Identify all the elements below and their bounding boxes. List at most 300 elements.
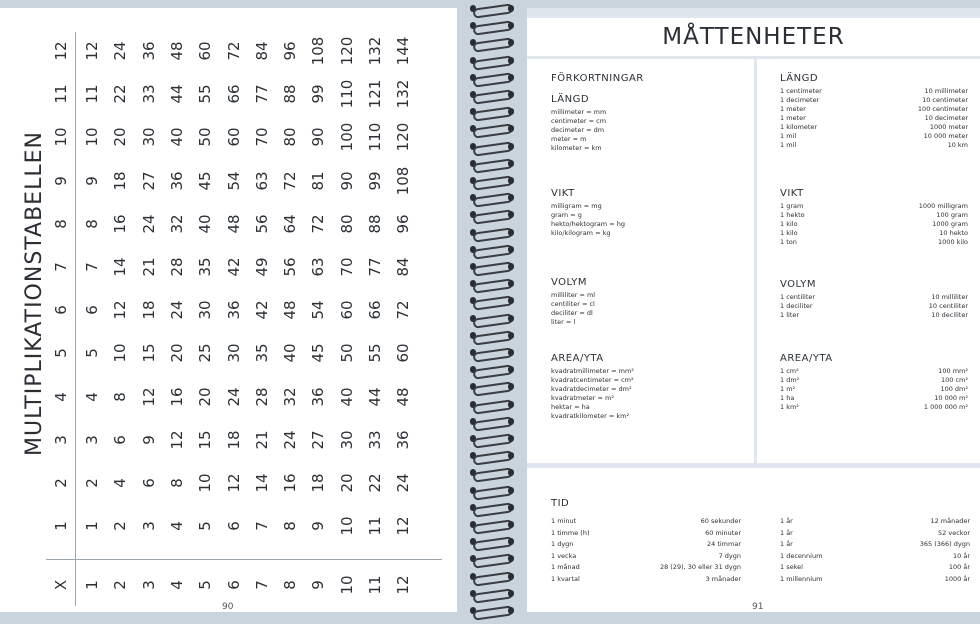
time-value: 24 timmar xyxy=(706,540,741,548)
binding-hole xyxy=(508,538,514,545)
spiral-coil xyxy=(470,36,514,50)
time-row xyxy=(780,539,970,551)
table-cell: 77 xyxy=(252,84,271,104)
table-cell: 22 xyxy=(111,84,130,104)
binding-hole xyxy=(508,108,514,115)
table-row-index: 5 xyxy=(196,580,215,590)
table-cell: 48 xyxy=(224,214,243,234)
spiral-coil xyxy=(470,501,514,515)
time-row xyxy=(780,562,970,574)
time-value: 12 månader xyxy=(930,517,970,525)
binding-hole xyxy=(508,366,514,373)
time-row xyxy=(780,528,970,540)
conversion-row xyxy=(780,367,968,376)
conversion-value: 1000 gram xyxy=(932,220,968,228)
abbreviation-list xyxy=(551,108,741,153)
table-cell: 18 xyxy=(309,473,328,493)
time-value: 60 sekunder xyxy=(700,517,741,525)
binding-hole xyxy=(508,57,514,64)
spiral-coil xyxy=(470,19,514,33)
table-row-index: 12 xyxy=(394,575,413,595)
coil-wire xyxy=(472,502,513,517)
table-cell: 120 xyxy=(337,36,356,66)
table-cell: 30 xyxy=(337,430,356,450)
table-row-index: 6 xyxy=(224,580,243,590)
binding-hole xyxy=(508,418,514,425)
binding-hole xyxy=(508,504,514,511)
table-cell: 72 xyxy=(309,214,328,234)
table-divider-horizontal xyxy=(46,559,442,560)
table-cell: 66 xyxy=(366,300,384,320)
table-cell: 2 xyxy=(83,478,101,488)
table-header-cell: 9 xyxy=(52,175,70,186)
table-cell: 20 xyxy=(167,343,186,363)
binding-hole xyxy=(508,435,514,442)
time-unit: 1 vecka xyxy=(551,551,577,560)
table-header-cell: 3 xyxy=(52,435,70,445)
binding-hole xyxy=(508,5,514,12)
table-cell: 12 xyxy=(111,300,130,320)
right-page xyxy=(527,8,980,612)
conversion-unit: 1 dm² xyxy=(780,376,800,384)
table-cell: 18 xyxy=(224,430,243,450)
abbreviation-line: meter = m xyxy=(551,135,587,143)
table-cell: 7 xyxy=(252,521,271,531)
table-header-cell: 10 xyxy=(52,127,70,147)
table-cell: 16 xyxy=(111,214,130,234)
conversion-section-heading: VOLYM xyxy=(780,279,817,290)
coil-wire xyxy=(472,141,513,156)
page-number-right: 91 xyxy=(752,602,764,612)
spiral-coil xyxy=(470,54,514,68)
coil-wire xyxy=(472,588,513,603)
coil-wire xyxy=(472,158,513,173)
table-cell: 56 xyxy=(252,214,271,234)
table-cell: 132 xyxy=(394,79,413,109)
spiral-coil xyxy=(470,535,514,549)
table-row-index: 11 xyxy=(366,575,384,595)
abbreviation-line: milligram = mg xyxy=(551,202,602,210)
time-row xyxy=(780,574,970,586)
table-row-index: 7 xyxy=(252,580,271,590)
time-heading: TID xyxy=(551,498,570,509)
binding-hole xyxy=(508,590,514,597)
binding-hole xyxy=(508,469,514,476)
table-header-cell: 12 xyxy=(52,41,70,61)
conversion-row xyxy=(780,132,968,141)
table-cell: 2 xyxy=(111,521,130,531)
table-cell: 35 xyxy=(252,343,271,363)
table-cell: 70 xyxy=(252,127,271,147)
table-cell: 70 xyxy=(337,257,356,277)
conversion-value: 10 000 m² xyxy=(934,394,968,402)
coil-wire xyxy=(472,55,513,70)
table-header-cell: 11 xyxy=(52,84,70,104)
table-cell: 6 xyxy=(139,478,158,488)
table-cell: 6 xyxy=(224,521,243,531)
conversion-row xyxy=(780,376,968,385)
coil-wire xyxy=(472,3,513,18)
coil-wire xyxy=(472,347,513,362)
table-cell: 16 xyxy=(281,473,300,493)
time-row xyxy=(551,516,741,528)
conversion-row xyxy=(780,211,968,220)
table-header-cell: 4 xyxy=(52,391,70,402)
table-cell: 20 xyxy=(196,387,215,407)
table-cell: 12 xyxy=(224,473,243,493)
time-value: 100 år xyxy=(948,563,970,571)
binding-hole xyxy=(508,383,514,390)
binding-hole xyxy=(508,487,514,494)
binding-hole xyxy=(508,39,514,46)
conversion-unit: 1 centimeter xyxy=(780,87,822,95)
time-unit: 1 millennium xyxy=(780,574,823,583)
conversion-row xyxy=(780,385,968,394)
table-cell: 81 xyxy=(309,171,328,191)
time-row xyxy=(551,574,741,586)
coil-wire xyxy=(472,330,513,345)
table-cell: 40 xyxy=(196,214,215,234)
abbreviation-line: milliliter = ml xyxy=(551,291,596,299)
table-cell: 7 xyxy=(83,262,101,272)
binding-hole xyxy=(508,177,514,184)
table-cell: 11 xyxy=(366,516,384,536)
abbreviation-line: millimeter = mm xyxy=(551,108,607,116)
table-row-index: 9 xyxy=(309,580,328,590)
table-cell: 84 xyxy=(252,41,271,61)
coil-wire xyxy=(472,227,513,242)
spiral-binding xyxy=(462,0,522,624)
table-cell: 84 xyxy=(394,257,413,277)
table-cell: 80 xyxy=(337,214,356,234)
table-cell: 20 xyxy=(337,473,356,493)
binding-hole xyxy=(508,280,514,287)
coil-wire xyxy=(472,605,513,620)
table-cell: 4 xyxy=(111,478,130,488)
conversion-unit: 1 m² xyxy=(780,385,796,393)
table-cell: 8 xyxy=(111,391,130,402)
conversion-value: 10 hekto xyxy=(939,229,968,237)
conversion-value: 100 gram xyxy=(936,211,968,219)
conversion-unit: 1 hekto xyxy=(780,211,805,219)
abbreviation-line: kilometer = km xyxy=(551,144,602,152)
table-cell: 44 xyxy=(167,84,186,104)
abbreviation-line: centimeter = cm xyxy=(551,117,607,125)
conversion-value: 100 centimeter xyxy=(917,105,968,113)
conversion-section-heading: VIKT xyxy=(780,188,804,199)
table-cell: 21 xyxy=(139,257,158,277)
conversion-unit: 1 cm² xyxy=(780,367,799,375)
coil-wire xyxy=(472,72,513,87)
spiral-coil xyxy=(470,157,514,171)
spiral-coil xyxy=(470,363,514,377)
table-cell: 24 xyxy=(167,300,186,320)
conversion-unit: 1 meter xyxy=(780,114,806,122)
conversions-panel xyxy=(757,59,980,463)
abbreviation-section-heading: LÄNGD xyxy=(551,94,590,105)
table-cell: 99 xyxy=(366,171,384,191)
conversion-value: 1000 kilo xyxy=(938,238,968,246)
table-cell: 14 xyxy=(111,257,130,277)
conversion-row xyxy=(780,293,968,302)
coil-wire xyxy=(472,571,513,586)
conversion-section-heading: AREA/YTA xyxy=(780,353,833,364)
time-row xyxy=(551,562,741,574)
time-row xyxy=(551,528,741,540)
conversion-value: 1 000 000 m² xyxy=(923,403,968,411)
spiral-coil xyxy=(470,312,514,326)
table-cell: 99 xyxy=(309,84,328,104)
conversion-value: 10 millimeter xyxy=(924,87,968,95)
table-cell: 3 xyxy=(139,521,158,531)
table-row-index: 10 xyxy=(337,575,356,595)
conversion-row xyxy=(780,311,968,320)
table-cell: 10 xyxy=(337,516,356,536)
time-value: 60 minuter xyxy=(705,528,741,537)
binding-hole xyxy=(508,160,514,167)
table-cell: 50 xyxy=(196,127,215,147)
table-cell: 60 xyxy=(224,127,243,147)
abbreviation-line: hektar = ha xyxy=(551,403,590,411)
table-cell: 24 xyxy=(111,41,130,61)
table-cell: 63 xyxy=(309,257,328,277)
spiral-coil xyxy=(470,484,514,498)
spiral-coil xyxy=(470,243,514,257)
conversion-value: 100 dm² xyxy=(940,385,968,393)
conversion-unit: 1 km² xyxy=(780,403,799,411)
table-cell: 5 xyxy=(83,348,101,359)
abbreviation-line: gram = g xyxy=(551,211,582,219)
binding-hole xyxy=(508,555,514,562)
spiral-coil xyxy=(470,71,514,85)
table-cell: 4 xyxy=(167,521,186,531)
conversion-unit: 1 gram xyxy=(780,202,804,210)
table-cell: 88 xyxy=(366,214,384,234)
spiral-coil xyxy=(470,122,514,136)
spiral-coil xyxy=(470,346,514,360)
coil-wire xyxy=(472,313,513,328)
binding-hole xyxy=(508,452,514,459)
abbreviation-line: kvadratdecimeter = dm² xyxy=(551,385,632,393)
table-cell: 9 xyxy=(309,521,328,531)
table-cell: 110 xyxy=(337,79,356,109)
table-cell: 108 xyxy=(309,36,328,66)
table-cell: 64 xyxy=(281,214,300,234)
table-cell: 80 xyxy=(281,127,300,147)
table-cell: 4 xyxy=(83,391,101,402)
time-unit: 1 kvartal xyxy=(551,574,580,583)
time-value: 3 månader xyxy=(705,574,741,583)
coil-wire xyxy=(472,485,513,500)
conversion-unit: 1 meter xyxy=(780,105,806,113)
table-cell: 49 xyxy=(252,257,271,277)
time-value: 28 (29), 30 eller 31 dygn xyxy=(659,563,741,571)
time-row xyxy=(780,551,970,563)
conversion-value: 100 cm² xyxy=(941,376,968,384)
table-cell: 72 xyxy=(281,171,300,191)
conversion-row xyxy=(780,238,968,247)
spiral-coil xyxy=(470,2,514,16)
time-unit: 1 decennium xyxy=(780,551,823,560)
binding-hole xyxy=(508,607,514,614)
table-cell: 30 xyxy=(196,300,215,320)
table-cell: 27 xyxy=(139,171,158,191)
conversion-row xyxy=(780,96,968,105)
table-row-index: 1 xyxy=(83,580,101,590)
conversion-row xyxy=(780,394,968,403)
table-cell: 14 xyxy=(252,473,271,493)
table-cell: 21 xyxy=(252,430,271,450)
time-value: 1000 år xyxy=(944,574,970,583)
table-header-cell: 6 xyxy=(52,305,70,315)
table-cell: 36 xyxy=(224,300,243,320)
table-cell: 12 xyxy=(83,41,101,61)
conversion-unit: 1 kilo xyxy=(780,229,798,237)
conversion-unit: 1 decimeter xyxy=(780,96,820,104)
table-cell: 32 xyxy=(167,214,186,234)
abbreviation-section-heading: VOLYM xyxy=(551,277,588,288)
table-cell: 48 xyxy=(167,41,186,61)
binding-hole xyxy=(508,22,514,29)
time-unit: 1 år xyxy=(780,517,793,525)
spiral-coil xyxy=(470,587,514,601)
spiral-coil xyxy=(470,277,514,291)
conversion-row xyxy=(780,229,968,238)
table-cell: 144 xyxy=(394,36,413,66)
table-cell: 100 xyxy=(337,123,356,152)
time-unit: 1 år xyxy=(780,540,793,548)
abbreviation-line: kvadratkilometer = km² xyxy=(551,412,630,420)
conversion-unit: 1 mil xyxy=(780,141,797,149)
table-cell: 18 xyxy=(139,300,158,320)
conversion-row xyxy=(780,114,968,123)
page-number-left: 90 xyxy=(222,602,234,612)
spiral-coil xyxy=(470,398,514,412)
table-cell: 16 xyxy=(167,387,186,407)
conversion-row xyxy=(780,141,968,150)
table-row-index: 3 xyxy=(139,580,158,590)
table-cell: 110 xyxy=(366,123,384,152)
spiral-coil xyxy=(470,432,514,446)
table-cell: 40 xyxy=(337,387,356,407)
table-cell: 3 xyxy=(83,435,101,445)
time-unit: 1 timme (h) xyxy=(551,528,590,537)
table-header-cell: 8 xyxy=(52,219,70,229)
conversion-value: 10 centimeter xyxy=(922,96,968,104)
conversion-value: 1000 milligram xyxy=(918,202,968,210)
conversion-value: 10 centiliter xyxy=(928,302,968,310)
table-cell: 36 xyxy=(309,387,328,407)
table-cell: 90 xyxy=(309,127,328,147)
spiral-coil xyxy=(470,415,514,429)
table-header-cell: 7 xyxy=(52,262,70,272)
conversion-row xyxy=(780,123,968,132)
table-row-index: 8 xyxy=(281,580,300,590)
abbreviation-line: kilo/kilogram = kg xyxy=(551,229,611,237)
time-unit: 1 år xyxy=(780,528,793,537)
binding-hole xyxy=(508,349,514,356)
binding-hole xyxy=(508,297,514,304)
table-cell: 10 xyxy=(83,127,101,147)
spiral-coil xyxy=(470,552,514,566)
spiral-coil xyxy=(470,208,514,222)
table-cell: 20 xyxy=(111,127,130,147)
spiral-coil xyxy=(470,466,514,480)
abbreviation-line: deciliter = dl xyxy=(551,309,593,317)
table-cell: 32 xyxy=(281,387,300,407)
binding-hole xyxy=(508,263,514,270)
conversion-unit: 1 mil xyxy=(780,132,797,140)
table-cell: 5 xyxy=(196,521,215,531)
table-cell: 54 xyxy=(224,171,243,191)
table-cell: 96 xyxy=(394,214,413,234)
table-row-index: 4 xyxy=(167,580,186,590)
table-cell: 60 xyxy=(394,343,413,363)
conversion-list xyxy=(780,87,968,150)
table-header-cell: 5 xyxy=(52,348,70,359)
coil-wire xyxy=(472,519,513,534)
table-divider-vertical xyxy=(75,32,76,606)
spiral-coil xyxy=(470,140,514,154)
conversion-value: 10 000 meter xyxy=(923,132,968,140)
table-cell: 12 xyxy=(167,430,186,450)
time-list-right xyxy=(780,516,970,585)
table-cell: 12 xyxy=(394,516,413,536)
coil-wire xyxy=(472,89,513,104)
conversion-unit: 1 centiliter xyxy=(780,293,816,301)
table-cell: 45 xyxy=(196,171,215,191)
conversion-value: 10 milliliter xyxy=(931,293,968,301)
table-cell: 77 xyxy=(366,257,384,277)
table-cell: 60 xyxy=(196,41,215,61)
spiral-coil xyxy=(470,260,514,274)
abbreviation-line: kvadratmillimeter = mm² xyxy=(551,367,634,375)
table-cell: 1 xyxy=(83,521,101,531)
abbreviations-heading: FÖRKORTNINGAR xyxy=(551,73,644,84)
conversion-row xyxy=(780,202,968,211)
binding-hole xyxy=(508,401,514,408)
abbreviation-section-heading: AREA/YTA xyxy=(551,353,604,364)
conversion-unit: 1 ha xyxy=(780,394,795,402)
conversion-value: 10 km xyxy=(947,141,968,149)
table-cell: 44 xyxy=(366,387,384,407)
table-cell: 15 xyxy=(139,343,158,363)
abbreviation-line: kvadratmeter = m² xyxy=(551,394,614,402)
conversion-row xyxy=(780,403,968,412)
table-cell: 12 xyxy=(139,387,158,407)
coil-wire xyxy=(472,261,513,276)
table-cell: 33 xyxy=(139,84,158,104)
table-cell: 42 xyxy=(252,300,271,320)
spiral-coil xyxy=(470,174,514,188)
binding-hole xyxy=(508,332,514,339)
time-panel xyxy=(527,468,980,612)
table-cell: 8 xyxy=(281,521,300,531)
time-value: 52 veckor xyxy=(938,528,970,537)
table-cell: 8 xyxy=(83,219,101,229)
time-value: 10 år xyxy=(953,551,970,560)
conversion-unit: 1 kilo xyxy=(780,220,798,228)
table-cell: 9 xyxy=(83,175,101,186)
coil-wire xyxy=(472,244,513,259)
table-cell: 27 xyxy=(309,430,328,450)
spiral-coil xyxy=(470,380,514,394)
table-cell: 10 xyxy=(196,473,215,493)
table-cell: 72 xyxy=(394,300,413,320)
binding-hole xyxy=(508,143,514,150)
abbreviation-line: hekto/hektogram = hg xyxy=(551,220,625,228)
table-cell: 40 xyxy=(167,127,186,147)
